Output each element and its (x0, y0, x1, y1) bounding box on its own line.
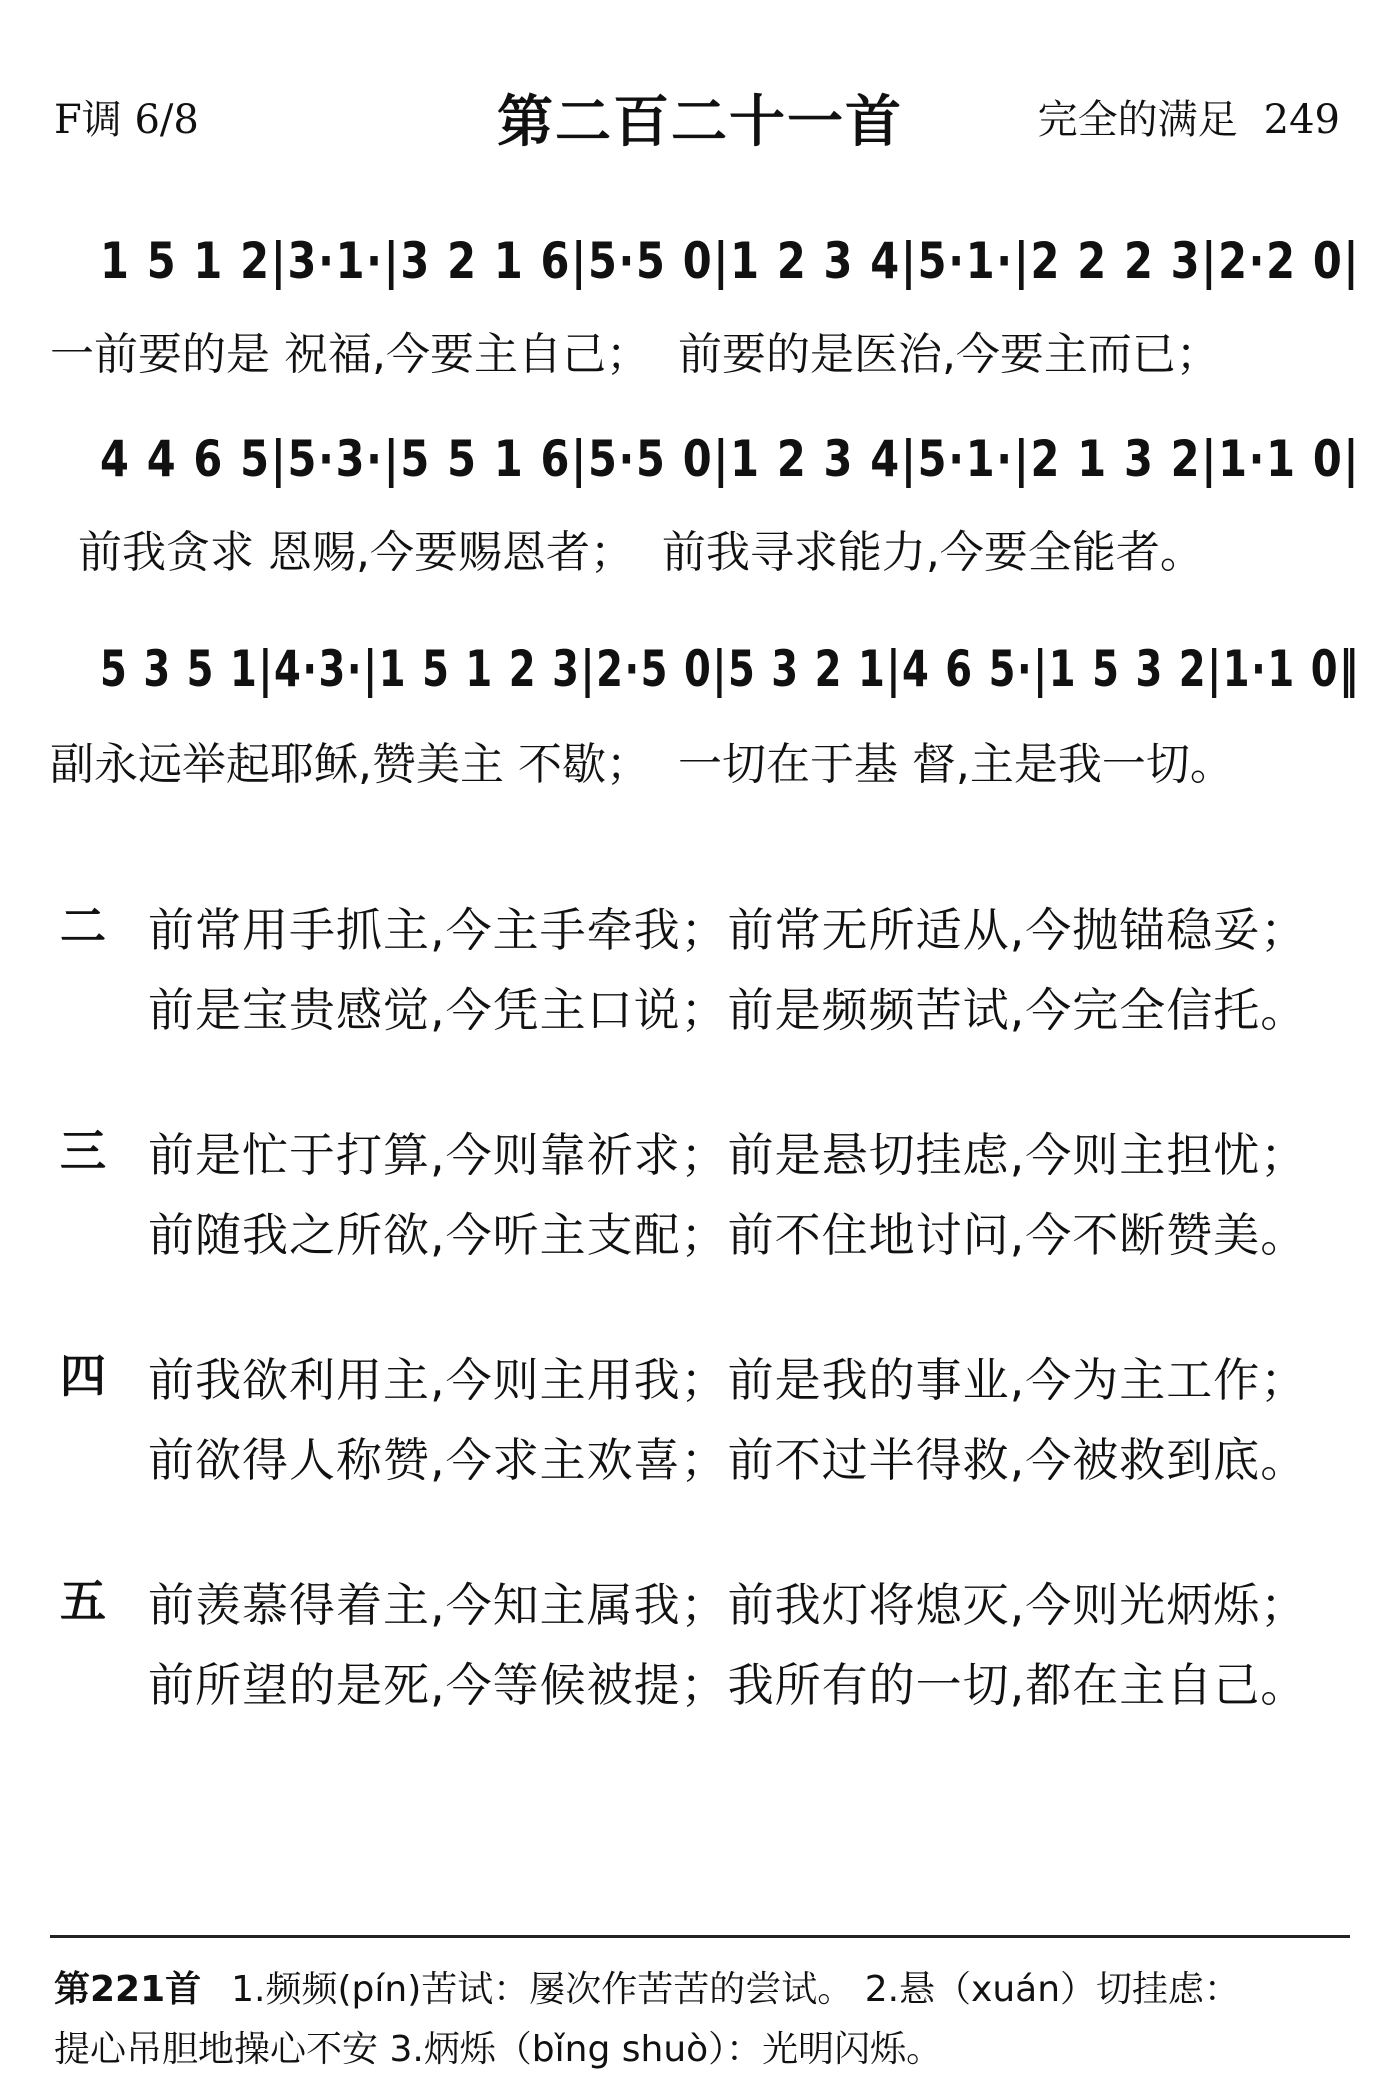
verse-line: 前是忙于打算,今则靠祈求；前是悬切挂虑,今则主担忧； (148, 1128, 1308, 1182)
lyric-line-2: 前我贪求 恩赐,今要赐恩者； 前我寻求能力,今要全能者。 (50, 527, 1204, 578)
score-line-1 (100, 232, 1360, 302)
verse-line: 前是宝贵感觉,今凭主口说；前是频频苦试,今完全信托。 (148, 983, 1308, 1037)
score-line-3 (100, 640, 1360, 710)
verse-line: 前我欲利用主,今则主用我；前是我的事业,今为主工作； (148, 1353, 1308, 1407)
page-number: 249 (1263, 97, 1340, 143)
verse-lines (148, 1565, 1307, 1725)
verse-lines (148, 1340, 1307, 1500)
verse-number: 四 (60, 1349, 106, 1403)
footnote-label: 第221首 (54, 1969, 202, 2010)
lyric-line-1: 一前要的是 祝福,今要主自己； 前要的是医治,今要主而已； (50, 329, 1220, 380)
notation: 1 5 1 2|3·1·|3 2 1 6|5·5 0|1 2 3 4|5·1·|2 2 2 3|2·2 0| (100, 232, 1361, 290)
hymn-subtitle: 完全的满足 (1037, 97, 1238, 143)
verse-line: 前欲得人称赞,今求主欢喜；前不过半得救,今被救到底。 (148, 1433, 1308, 1487)
hymn-title: 第二百二十一首 (497, 90, 903, 155)
page-header (0, 78, 1400, 158)
verse-number: 二 (60, 899, 106, 953)
verse-line: 前随我之所欲,今听主支配；前不住地讨问,今不断赞美。 (148, 1208, 1308, 1262)
notation: 5 3 5 1|4·3·|1 5 1 2 3|2·5 0|5 3 2 1|4 6 5·|1 5 3 2|1·1 0‖ (100, 640, 1360, 698)
verse-line: 前常用手抓主,今主手牵我；前常无所适从,今抛锚稳妥； (148, 903, 1308, 957)
footnote-divider (50, 1935, 1350, 1938)
key-signature: F调 6/8 (54, 97, 199, 143)
verse-line: 前所望的是死,今等候被提；我所有的一切,都在主自己。 (148, 1658, 1308, 1712)
footnote-line-1 (54, 1960, 1354, 2020)
footnote (54, 1960, 1354, 2080)
footnote-line-2: 提心吊胆地操心不安 3.炳烁（bǐng shuò）：光明闪烁。 (54, 2029, 943, 2070)
hymn-subtitle-block (1012, 88, 1340, 145)
footnote-text-1: 1.频频(pín)苦试：屡次作苦苦的尝试。 2.悬（xuán）切挂虑： (231, 1969, 1241, 2010)
verse-lines (148, 1115, 1307, 1275)
verse-number: 五 (60, 1574, 106, 1628)
notation: 4 4 6 5|5·3·|5 5 1 6|5·5 0|1 2 3 4|5·1·|2 1 3 2|1·1 0| (100, 430, 1361, 488)
verse-number: 三 (60, 1124, 106, 1178)
score-line-2 (100, 430, 1360, 500)
verse-lines (148, 890, 1307, 1050)
lyric-line-3: 副永远举起耶稣,赞美主 不歇； 一切在于基 督,主是我一切。 (50, 739, 1234, 790)
verse-line: 前羡慕得着主,今知主属我；前我灯将熄灭,今则光炳烁； (148, 1578, 1308, 1632)
